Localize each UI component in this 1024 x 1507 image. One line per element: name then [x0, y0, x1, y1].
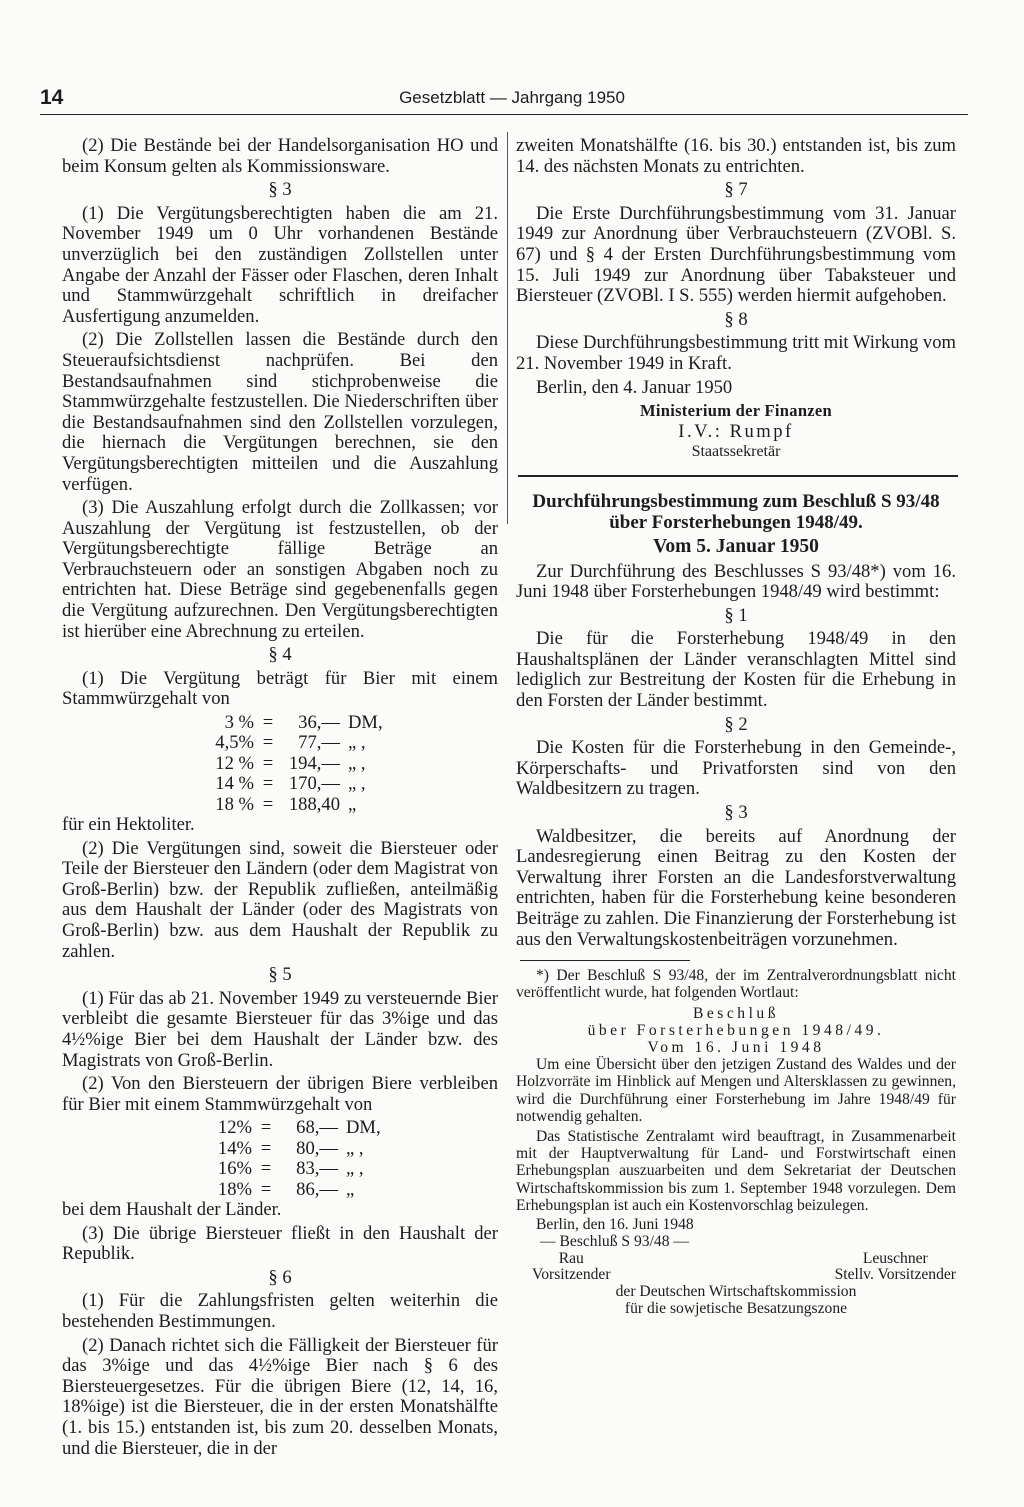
- rate-amount: 188,40: [288, 793, 340, 815]
- place-date: Berlin, den 4. Januar 1950: [536, 376, 733, 398]
- header-rule: [40, 114, 968, 115]
- paragraph: (2) Von den Biersteuern der übrigen Biere verbleiben für Bier mit einem Stammwürzgehalt von: [62, 1073, 498, 1115]
- column-divider: [507, 132, 508, 524]
- organization-line: für die sowjetische Besatzungszone: [624, 1300, 848, 1318]
- paragraph: Die für die Forsterhebung 1948/49 in den Haushaltsplänen der Länder veranschlagten Mittel sind lediglich zur Bestreitung der Kosten für die Erhebung in den Forsten der Länder bestimmt.: [516, 628, 956, 712]
- rate-unit: DM,: [346, 1117, 381, 1139]
- section-heading: § 1: [724, 604, 748, 626]
- footnote-signatures: [516, 1217, 956, 1318]
- signatory-right: [835, 1251, 956, 1285]
- rate-unit: „: [346, 1178, 355, 1200]
- rate-amount: 80,—: [296, 1137, 338, 1159]
- paragraph: (1) Die Vergütungsberechtigten haben die am 21. November 1949 um 0 Uhr vorhandenen Bestände unverzüglich bei den zuständigen Zollstellen unter Angabe der Anzahl der Fässer oder Flaschen, deren Inhalt und Stammwürzgehalt schriftlich in dreifacher Ausfertigung anzumelden.: [62, 202, 498, 327]
- rate-unit: DM,: [348, 712, 383, 734]
- section-divider: [518, 475, 958, 477]
- rate-equals: =: [262, 773, 274, 795]
- signatory-name: Rau: [558, 1249, 584, 1267]
- footnote-place-date: Berlin, den 16. Juni 1948: [536, 1216, 694, 1234]
- rate-row: [200, 1180, 381, 1200]
- paragraph: Die Kosten für die Forsterhebung in den Gemeinde-, Körperschafts- und Privatforsten sind von den Waldbesitzern zu tragen.: [516, 737, 956, 800]
- paragraph: (1) Die Vergütung beträgt für Bier mit einem Stammwürzgehalt von: [62, 667, 498, 710]
- rate-unit: „: [348, 793, 357, 815]
- paragraph: bei dem Haushalt der Länder.: [62, 1199, 282, 1220]
- signatory-name: Leuschner: [862, 1249, 928, 1267]
- rate-unit: „ ,: [348, 732, 366, 754]
- paragraph: (2) Die Bestände bei der Handelsorganisation HO und beim Konsum gelten als Kommissionsware.: [62, 135, 498, 177]
- running-title: Gesetzblatt — Jahrgang 1950: [399, 88, 625, 107]
- rate-percent: 18 %: [215, 793, 254, 815]
- right-column: [516, 136, 956, 1318]
- footnote-rule: [520, 960, 690, 961]
- rate-equals: =: [262, 752, 274, 774]
- paragraph: (2) Die Zollstellen lassen die Bestände durch den Steueraufsichtsdienst nachprüfen. Bei den Bestandsaufnahmen sind stichprobenweise die Stammwürzgehalte festzustellen. Die Niederschriften über die Bestandsaufnahmen sind den Zollstellen vorzulegen, die hiernach die Vergütungen berechnen, sie den Vergütungsberechtigten mitteilen und die Auszahlung verfügen.: [62, 329, 498, 495]
- ministry-name: Ministerium der Finanzen: [639, 401, 833, 421]
- rate-row: [200, 1159, 381, 1179]
- left-column: [62, 136, 498, 1462]
- rate-unit: „ ,: [348, 773, 366, 795]
- signatory-title: Vorsitzender: [532, 1266, 611, 1284]
- rate-percent: 16%: [217, 1158, 252, 1180]
- paragraph: (3) Die übrige Biersteuer fließt in den Haushalt der Republik.: [62, 1222, 498, 1265]
- signature-block: [516, 401, 956, 463]
- rate-row: [202, 733, 383, 753]
- signature-row: [516, 1251, 956, 1285]
- page-number: 14: [40, 86, 64, 109]
- rate-equals: =: [260, 1158, 272, 1180]
- rate-percent: 14%: [217, 1137, 252, 1159]
- paragraph: für ein Hektoliter.: [62, 814, 195, 836]
- signer-name: I.V.: Rumpf: [678, 420, 794, 442]
- rate-percent: 3 %: [224, 712, 254, 734]
- section-heading: § 3: [724, 802, 748, 824]
- rate-amount: 170,—: [288, 773, 340, 795]
- rate-table: [200, 1118, 381, 1200]
- regulation-heading: Durchführungsbestimmung zum Beschluß S 93/48 über Forsterhebungen 1948/49.: [532, 490, 940, 533]
- rate-table: [202, 713, 383, 815]
- section-heading: § 2: [724, 713, 748, 735]
- paragraph: Waldbesitzer, die bereits auf Anordnung der Landesregierung einen Beitrag zu den Kosten der Verwaltung ihrer Forsten an die Landesforstverwaltung entrichten, haben für die Forsterhebung keine besonderen Beiträge zu zahlen. Die Finanzierung der Forsterhebung ist aus den Verwaltungskostenbeiträgen vorzunehmen.: [516, 825, 956, 950]
- rate-equals: =: [262, 793, 274, 815]
- rate-percent: 18%: [217, 1178, 252, 1200]
- section-heading: § 5: [268, 964, 292, 986]
- rate-equals: =: [262, 712, 274, 734]
- signer-title: Staatssekretär: [691, 443, 781, 461]
- rate-percent: 12%: [217, 1117, 252, 1139]
- rate-amount: 36,—: [298, 712, 340, 734]
- rate-equals: =: [262, 732, 274, 754]
- rate-unit: „ ,: [346, 1158, 364, 1180]
- rate-amount: 194,—: [288, 752, 340, 774]
- paragraph: zweiten Monatshälfte (16. bis 30.) entstanden ist, bis zum 14. des nächsten Monats zu entrichten.: [516, 135, 956, 177]
- paragraph: Diese Durchführungsbestimmung tritt mit Wirkung vom 21. November 1949 in Kraft.: [516, 332, 956, 374]
- paragraph: Zur Durchführung des Beschlusses S 93/48*) vom 16. Juni 1948 über Forsterhebungen 1948/49 wird bestimmt:: [516, 560, 956, 603]
- rate-unit: „ ,: [348, 752, 366, 774]
- paragraph: (1) Für die Zahlungsfristen gelten weiterhin die bestehenden Bestimmungen.: [62, 1290, 498, 1332]
- section-heading: § 7: [724, 179, 748, 201]
- section-heading: § 4: [268, 644, 292, 666]
- rate-equals: =: [260, 1117, 272, 1139]
- rate-row: [200, 1118, 381, 1138]
- rate-percent: 4,5%: [215, 732, 254, 754]
- footnote-intro: *) Der Beschluß S 93/48, der im Zentralverordnungsblatt nicht veröffentlicht wurde, hat folgenden Wortlaut:: [516, 967, 956, 1002]
- signatory-title: Stellv. Vorsitzender: [834, 1266, 956, 1284]
- section-heading: § 8: [724, 308, 748, 330]
- rate-equals: =: [260, 1137, 272, 1159]
- footnote-title: Beschluß: [692, 1004, 780, 1022]
- footnote-title-date: Vom 16. Juni 1948: [647, 1039, 825, 1056]
- organization-line: der Deutschen Wirtschaftskommission: [615, 1283, 857, 1301]
- signatory-left: [532, 1251, 611, 1285]
- paragraph: Die Erste Durchführungsbestimmung vom 31. Januar 1949 zur Anordnung über Verbrauchsteuern (ZVOBl. S. 67) und § 4 der Ersten Durchführungsbestimmung vom 15. Juli 1949 zur Anordnung über Tabaksteuer und Biersteuer (ZVOBl. I S. 555) werden hiermit aufgehoben.: [516, 202, 956, 307]
- paragraph: (2) Die Vergütungen sind, soweit die Biersteuer oder Teile der Biersteuer den Ländern (oder dem Magistrat von Groß-Berlin) bzw. der Republik zufließen, anteilmäßig aus dem Haushalt der Länder (oder des Magistrats von Groß-Berlin) bzw. aus dem Haushalt der Republik zu zahlen.: [62, 837, 498, 962]
- rate-row: [202, 774, 383, 794]
- paragraph: (3) Die Auszahlung erfolgt durch die Zollkassen; vor Auszahlung der Vergütung ist festzustellen, ob der Vergütungsberechtigte fällige Beträge an Verbrauchsteuern oder an sonstigen Abgaben noch zu entrichten hat. Diese Beträge sind gegebenenfalls gegen die Vergütung aufzurechnen. Den Vergütungsberechtigten ist hierüber eine Abrechnung zu erteilen.: [62, 497, 498, 642]
- rate-percent: 14 %: [215, 773, 254, 795]
- rate-unit: „ ,: [346, 1137, 364, 1159]
- rate-amount: 86,—: [296, 1178, 338, 1200]
- footnote: [516, 967, 956, 1318]
- section-heading: § 6: [268, 1266, 292, 1288]
- section-heading: § 3: [268, 179, 292, 201]
- rate-row: [202, 795, 383, 815]
- rate-row: [202, 713, 383, 733]
- rate-amount: 77,—: [298, 732, 340, 754]
- paragraph: (1) Für das ab 21. November 1949 zu versteuernde Bier verbleibt die gesamte Biersteuer für das 3%ige und das 4½%ige Bier bei dem Haushalt der Länder bzw. des Magistrats von Groß-Berlin.: [62, 987, 498, 1071]
- paragraph: (2) Danach richtet sich die Fälligkeit der Biersteuer für das 3%ige und das 4½%ige Bier nach § 6 des Biersteuergesetzes. Für die übrigen Biere (12, 14, 16, 18%ige) ist die Biersteuer, die in der ersten Monatshälfte (1. bis 15.) entstanden ist, bis zum 20. desselben Monats, und die Biersteuer, die in der: [62, 1334, 498, 1459]
- footnote-title: über Forsterhebungen 1948/49.: [587, 1021, 885, 1039]
- rate-percent: 12 %: [215, 752, 254, 774]
- rate-amount: 68,—: [296, 1117, 338, 1139]
- page-header: [0, 86, 1024, 116]
- rate-equals: =: [260, 1178, 272, 1200]
- footnote-paragraph: Um eine Übersicht über den jetzigen Zustand des Waldes und der Holzvorräte im Hinblick auf Mengen und Altersklassen zu gewinnen, wird die Durchführung einer Forsterhebung im Jahre 1948/49 für notwendig gehalten.: [516, 1056, 956, 1125]
- footnote-reference: — Beschluß S 93/48 —: [540, 1232, 690, 1250]
- footnote-paragraph: Das Statistische Zentralamt wird beauftragt, in Zusammenarbeit mit der Hauptverwaltung für Land- und Forstwirtschaft einen Erhebungsplan auszuarbeiten und dem Sekretariat der Deutschen Wirtschaftskommission bis zum 1. September 1948 vorzulegen. Dem Erhebungsplan ist auch ein Kostenvorschlag beizulegen.: [516, 1128, 956, 1214]
- rate-row: [200, 1139, 381, 1159]
- rate-row: [202, 754, 383, 774]
- regulation-date: Vom 5. Januar 1950: [653, 535, 819, 557]
- rate-amount: 83,—: [296, 1158, 338, 1180]
